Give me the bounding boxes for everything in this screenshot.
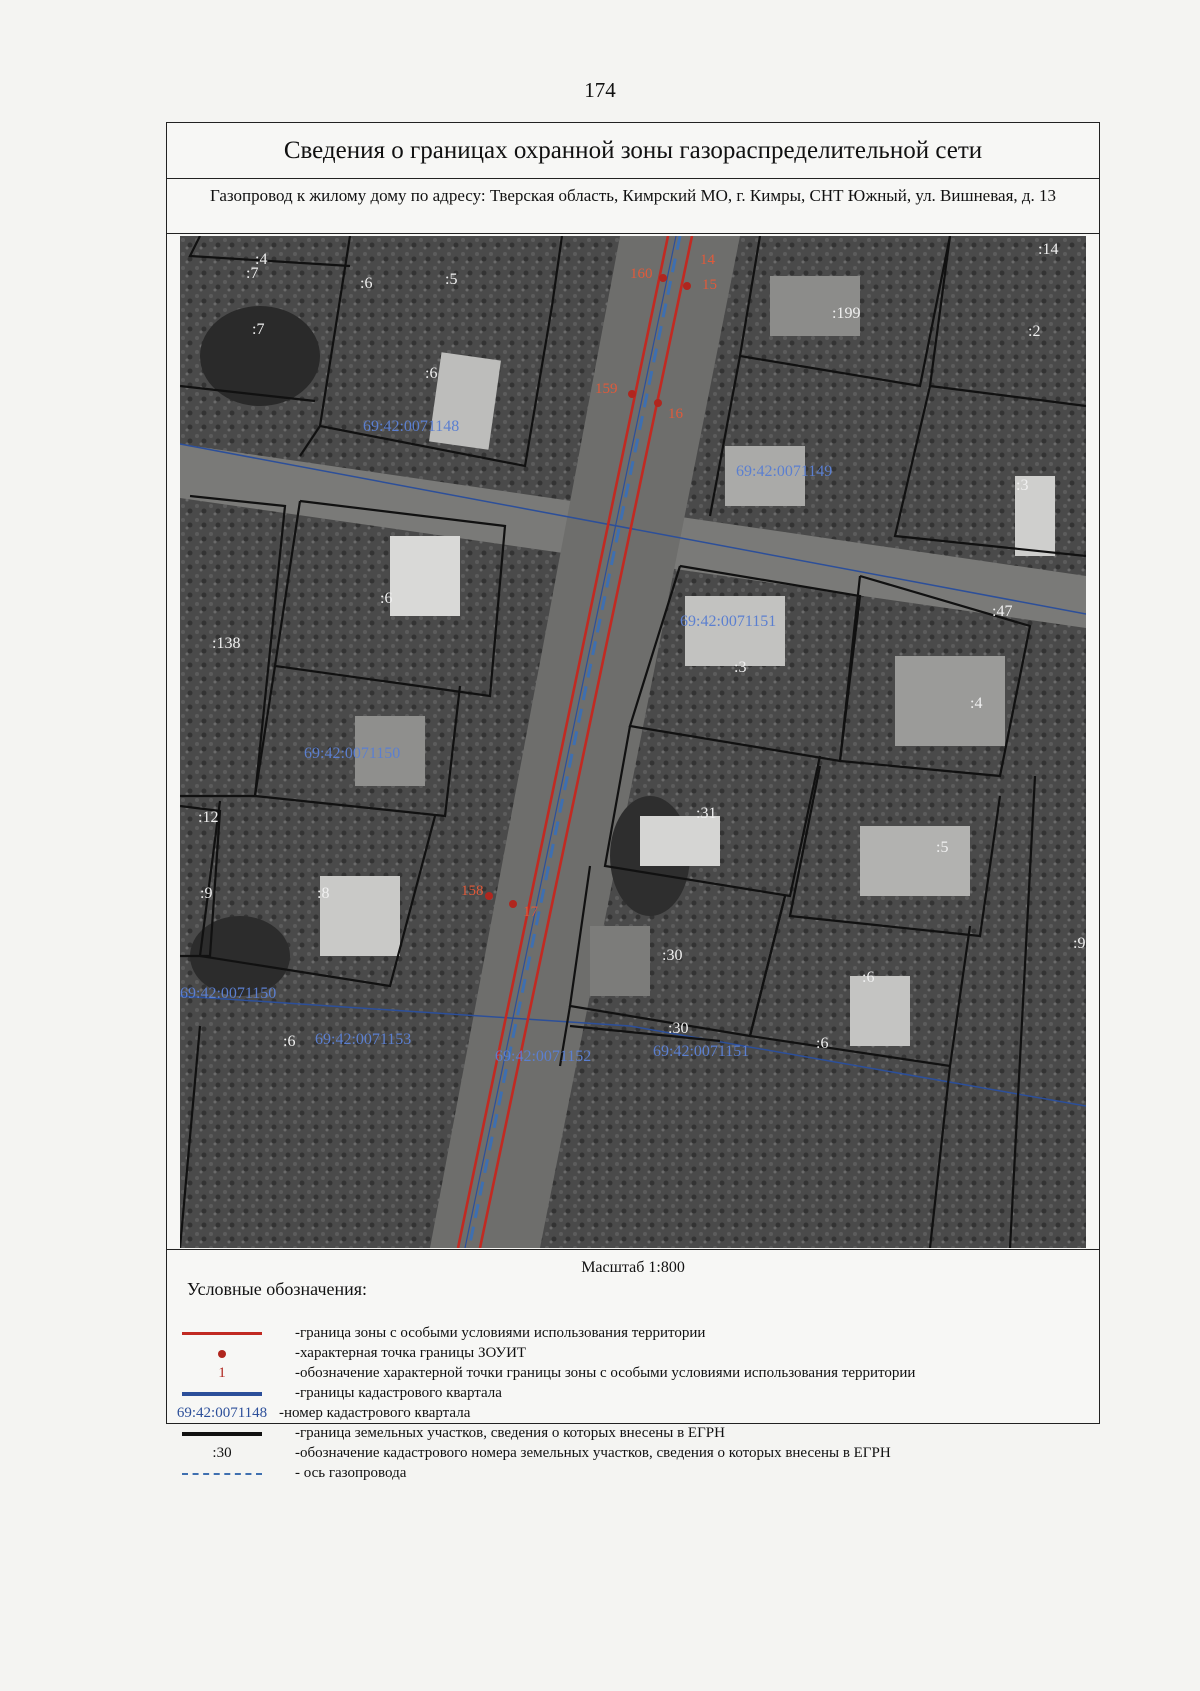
quarter-label: 69:42:0071153 [315,1031,412,1048]
parcel-label: :4 [970,695,983,712]
legend-symbol [167,1343,277,1364]
boundary-point [659,274,667,282]
parcel-label: :30 [662,947,683,964]
parcel-label: :8 [317,885,330,902]
quarter-label: 69:42:0071149 [736,463,833,480]
red-dot-symbol [218,1350,226,1358]
point-label: 16 [668,406,683,422]
black-line-symbol [182,1432,262,1436]
legend-symbol [167,1463,277,1484]
quarter-label: 69:42:0071150 [304,745,401,762]
parcel-label: :6 [360,275,373,292]
parcel-label: :4 [255,251,268,268]
boundary-point [683,282,691,290]
parcel-label: :7 [252,321,265,338]
parcel-label: :6 [380,590,393,607]
legend-text: -номер кадастрового квартала [279,1405,471,1421]
parcel-label: :3 [1016,477,1029,494]
boundary-point [485,892,493,900]
parcel-label: :9 [1073,935,1086,952]
page-number: 174 [584,78,616,102]
legend-text: -границы кадастрового квартала [295,1385,502,1401]
quarter-label: 69:42:0071152 [495,1048,592,1065]
parcel-label: :12 [198,809,219,826]
legend-item-quarter-number [167,1403,1099,1424]
legend-symbol [167,1403,277,1424]
building-roof [640,816,720,866]
map-scale: Масштаб 1:800 [581,1259,685,1276]
point-label: 158 [461,883,484,899]
parcel-label: :14 [1038,241,1059,258]
legend-text: -граница земельных участков, сведения о которых внесены в ЕГРН [295,1425,725,1441]
legend-title: Условные обозначения: [187,1279,368,1299]
legend-symbol [167,1383,277,1404]
quarter-number-symbol: 69:42:0071148 [176,1405,268,1421]
legend-text: -характерная точка границы ЗОУИТ [295,1345,527,1361]
boundary-point [509,900,517,908]
legend-item-pipeline-axis [167,1463,1099,1484]
map-bottom-divider [167,1249,1099,1250]
sheet-title: Сведения о границах охранной зоны газораспределительной сети [167,123,1099,179]
parcel-label: :6 [425,365,438,382]
legend-text: - ось газопровода [295,1465,407,1481]
quarter-label: 69:42:0071150 [180,985,277,1002]
parcel-label: :2 [1028,323,1041,340]
legend-item-parcel-boundary [167,1423,1099,1444]
dashed-line-symbol [182,1473,262,1475]
legend-item-parcel-number [167,1443,1099,1464]
point-label: 17 [523,904,538,920]
legend-symbol [167,1323,277,1344]
parcel-label: :199 [832,305,861,322]
building-roof [685,596,785,666]
parcel-label: :7 [246,265,259,282]
parcel-label: :5 [445,271,458,288]
quarter-label: 69:42:0071148 [363,418,460,435]
legend-text: -обозначение кадастрового номера земельных участков, сведения о которых внесены в ЕГРН [295,1445,891,1461]
boundary-point [654,399,662,407]
legend-symbol [167,1443,277,1464]
building-roof [390,536,460,616]
legend-text: -обозначение характерной точки границы зоны с особыми условиями использования территории [295,1365,916,1381]
aerial-map[interactable] [180,236,1086,1248]
red-number-symbol: 1 [218,1365,226,1381]
sheet-subtitle: Газопровод к жилому дому по адресу: Тверская область, Кимрский МО, г. Кимры, СНТ Южный, ул. Вишневая, д. 13 [167,179,1099,234]
legend-text: -граница зоны с особыми условиями использования территории [295,1325,706,1341]
building-roof [895,656,1005,746]
building-roof [429,352,501,449]
parcel-number-symbol: :30 [212,1445,232,1461]
legend-item-zone-boundary [167,1323,1099,1344]
parcel-label: :3 [734,659,747,676]
quarter-label: 69:42:0071151 [653,1043,750,1060]
point-label: 160 [630,266,653,282]
blue-line-symbol [182,1392,262,1396]
legend-item-point-number [167,1363,1099,1384]
legend-item-zone-point [167,1343,1099,1364]
parcel-label: :31 [696,805,717,822]
legend-symbol [167,1363,277,1384]
legend-symbol [167,1423,277,1444]
parcel-label: :6 [862,969,875,986]
building-roof [590,926,650,996]
red-line-symbol [182,1332,262,1335]
parcel-label: :5 [936,839,949,856]
building-roof [860,826,970,896]
parcel-label: :138 [212,635,241,652]
map-canvas [180,236,1086,1248]
parcel-label: :30 [668,1020,689,1037]
quarter-label: 69:42:0071151 [680,613,777,630]
parcel-label: :6 [283,1033,296,1050]
legend-item-quarter-boundary [167,1383,1099,1404]
building-roof [850,976,910,1046]
boundary-point [628,390,636,398]
map-sheet [166,122,1100,1481]
point-label: 15 [702,277,717,293]
building-roof [320,876,400,956]
parcel-label: :9 [200,885,213,902]
point-label: 14 [700,252,715,268]
point-label: 159 [595,381,618,397]
parcel-label: :47 [992,603,1013,620]
parcel-label: :6 [816,1035,829,1052]
